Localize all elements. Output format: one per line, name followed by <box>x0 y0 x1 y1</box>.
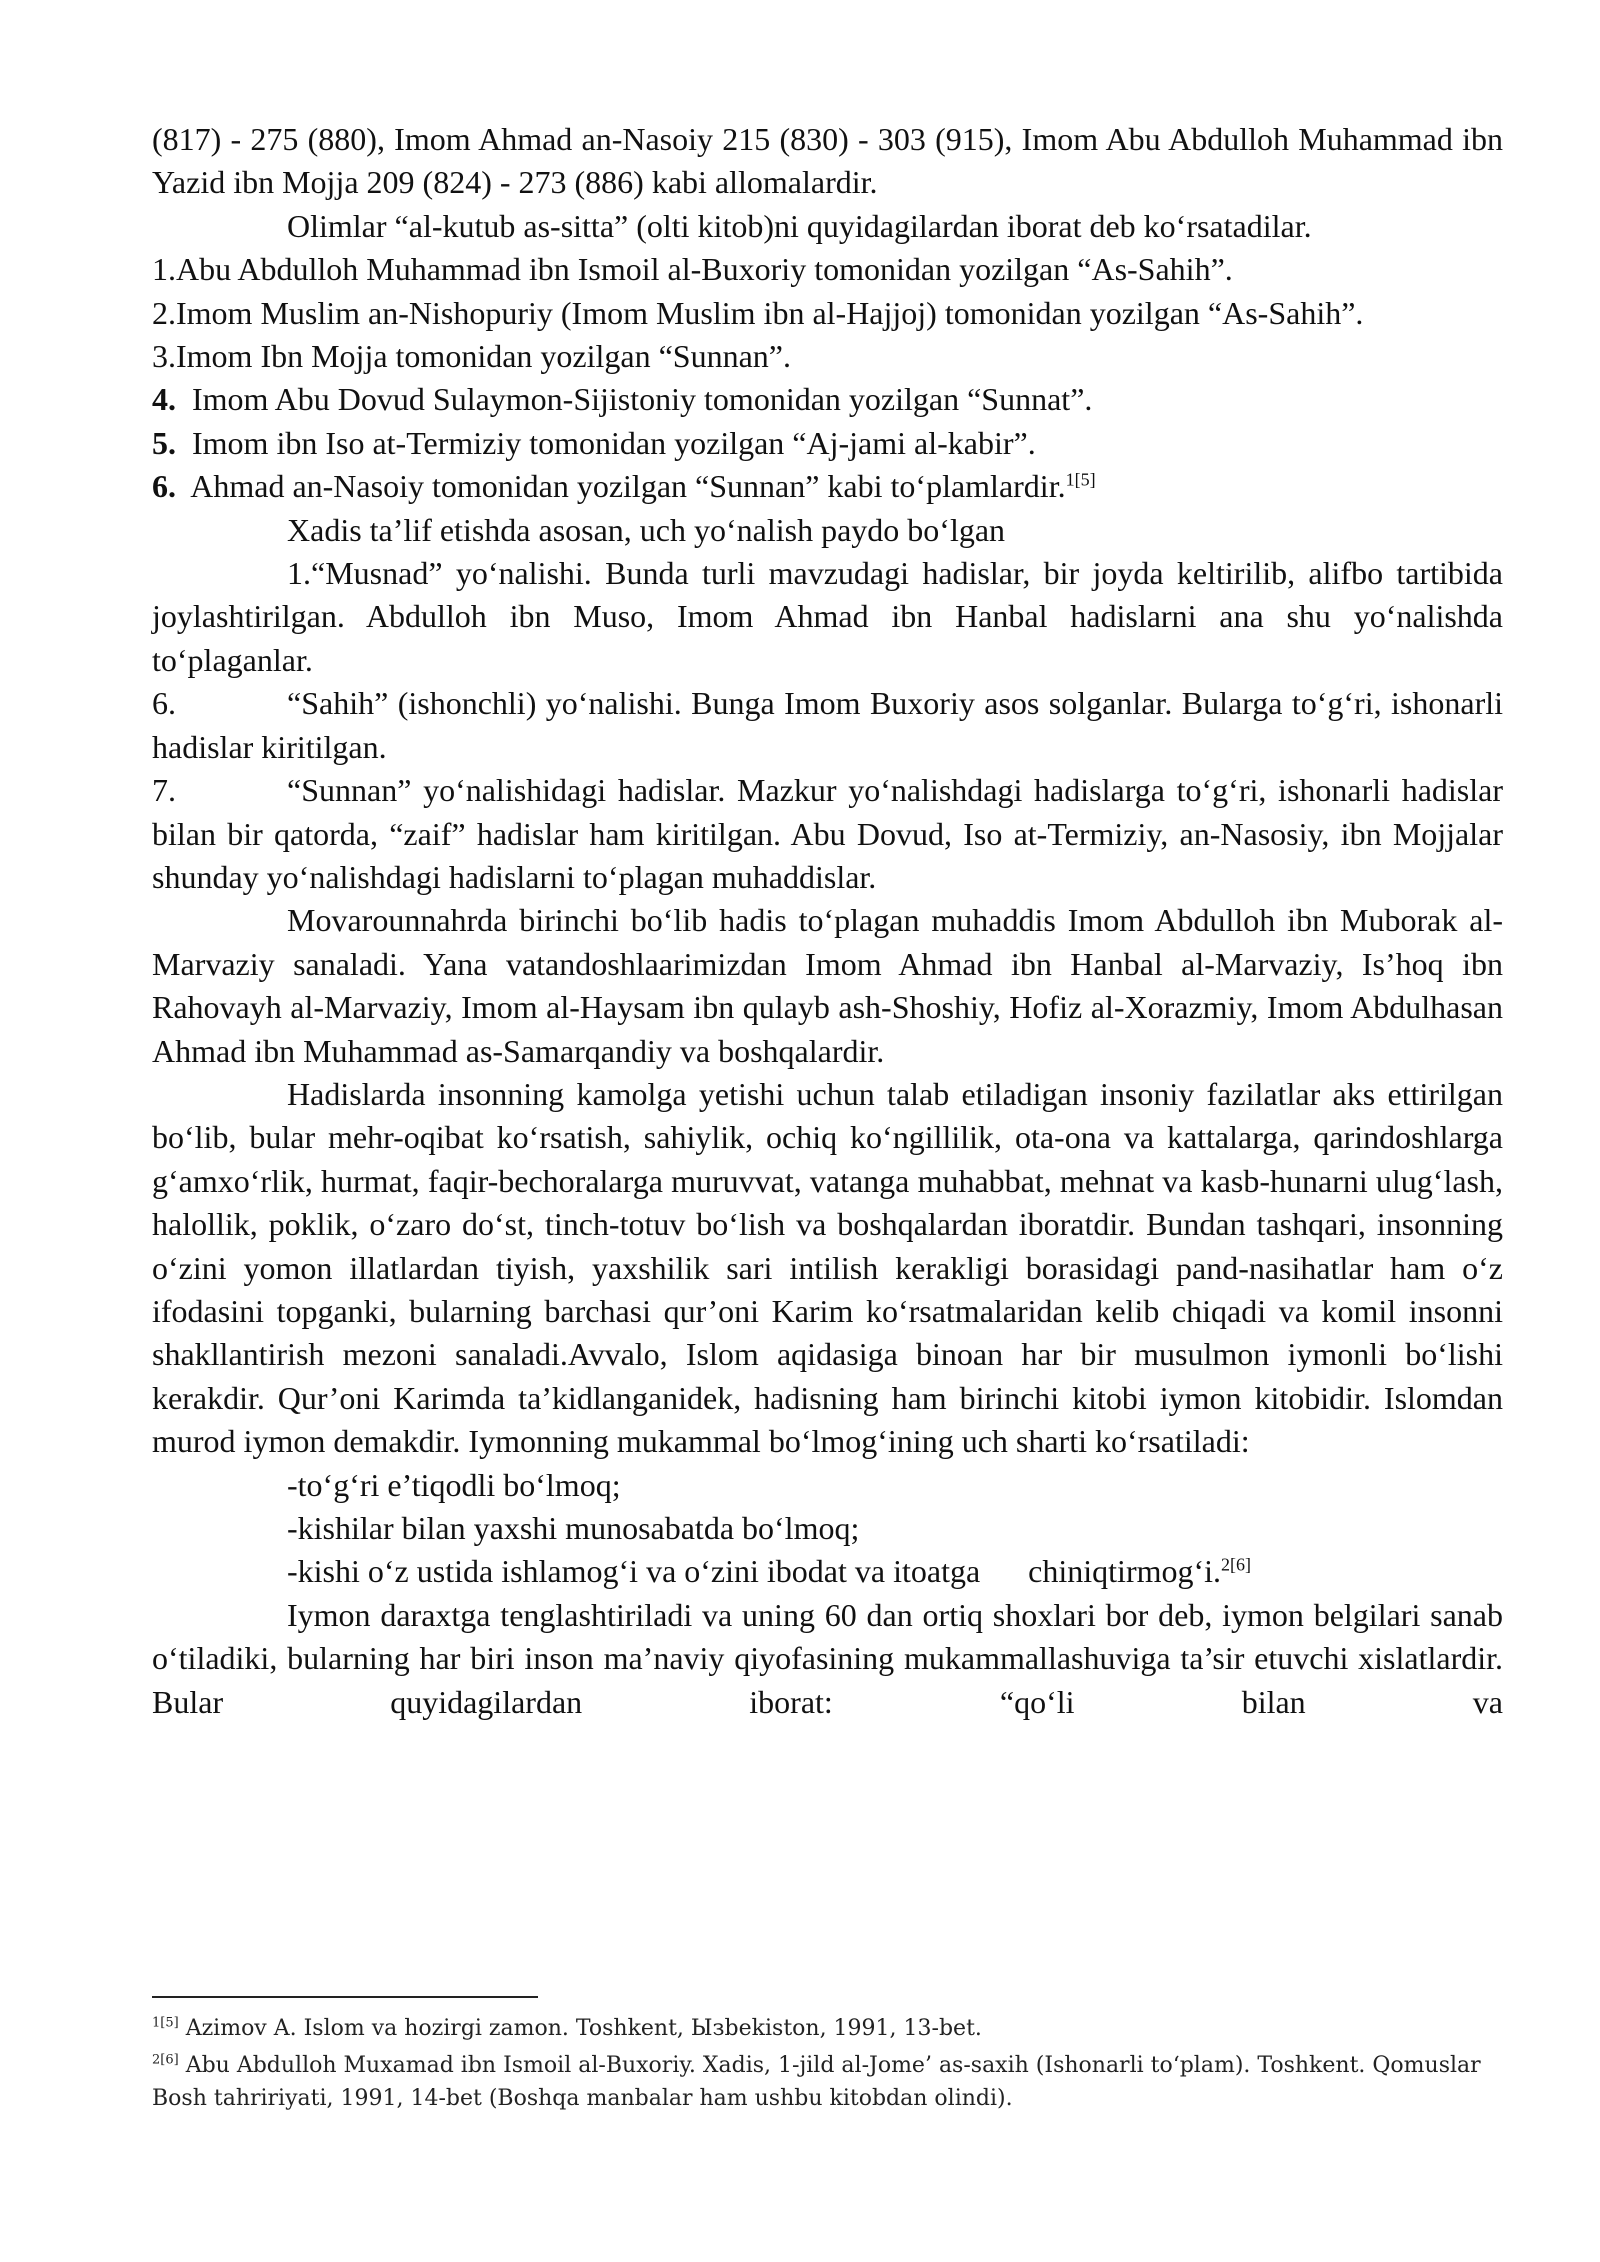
footnote <box>152 2012 1503 2045</box>
main-text <box>152 118 1503 1724</box>
list-number: 3. <box>152 338 176 375</box>
footnote-text: Abu Abdulloh Muxamad ibn Ismoil al-Buxoriy. Xadis, 1-jild al-Jome’ as-saxih (Ishonarli toʻplam). Toshkent. Qomuslar Bosh tahririyati, 1991, 14-bet (Boshqa manbalar ham ushbu kitobdan olindi). <box>152 2053 1481 2111</box>
list-number: 2. <box>152 294 176 331</box>
list-text: Abu Abdulloh Muhammad ibn Ismoil al-Buxoriy tomonidan yozilgan “As-Sahih”. <box>176 251 1233 288</box>
paragraph-directions-intro: Xadis ta’lif etishda asosan, uch yoʻnalish paydo boʻlgan <box>287 511 1006 548</box>
footnote-reference[interactable]: 2[6] <box>1221 1554 1252 1575</box>
list-number: 6. <box>152 468 176 505</box>
list-text: Imom Abu Dovud Sulaymon-Sijistoniy tomonidan yozilgan “Sunnat”. <box>192 381 1093 418</box>
footnote-text: Azimov A. Islom va hozirgi zamon. Toshkent, Ызbekiston, 1991, 13-bet. <box>185 2016 982 2041</box>
list-text: Imom ibn Iso at-Termiziy tomonidan yozilgan “Aj-jami al-kabir”. <box>192 424 1036 461</box>
list-item <box>152 378 1503 421</box>
list-item <box>152 465 1503 508</box>
condition-item <box>152 1550 1503 1593</box>
footnote-mark: 2[6] <box>152 2052 179 2068</box>
paragraph-scholars-dates: (817) - 275 (880), Imom Ahmad an-Nasoiy 215 (830) - 303 (915), Imom Abu Abdulloh Muhammad ibn Yazid ibn Mojja 209 (824) - 273 (886) kabi allomalardir. <box>152 121 1503 201</box>
paragraph-musnad: 1.“Musnad” yoʻnalishi. Bunda turli mavzudagi hadislar, bir joyda keltirilib, alifbo tartibida joylashtirilgan. Abdulloh ibn Muso, Imom Ahmad ibn Hanbal hadislarni ana shu yoʻnalishda toʻplaganlar. <box>152 555 1503 678</box>
list-item <box>152 248 1503 291</box>
list-text: Ahmad an-Nasoiy tomonidan yozilgan “Sunnan” kabi toʻplamlardir. <box>190 468 1066 505</box>
list-text: “Sunnan” yoʻnalishidagi hadislar. Mazkur yoʻnalishdagi hadislarga toʻgʻri, ishonarli hadislar bilan bir qatorda, “zaif” hadislar ham kiritilgan. Abu Dovud, Iso at-Termiziy, an-Nasosiy, ibn Mojjalar shunday yoʻnalishdagi hadislarni toʻplagan muhaddislar. <box>152 772 1503 895</box>
list-number: 1. <box>152 251 176 288</box>
list-number: 7. <box>152 772 176 809</box>
list-item <box>152 292 1503 335</box>
footnote-separator <box>152 1996 538 1998</box>
list-text: Imom Ibn Mojja tomonidan yozilgan “Sunnan”. <box>176 338 791 375</box>
paragraph-sahih <box>152 682 1503 769</box>
footnote-mark: 1[5] <box>152 2015 179 2031</box>
sitta-list <box>152 248 1503 508</box>
condition-text: -kishi oʻz ustida ishlamogʻi va oʻzini ibodat va itoatga <box>287 1553 981 1590</box>
paragraph-kutub-sitta-intro: Olimlar “al-kutub as-sitta” (olti kitob)ni quyidagilardan iborat deb koʻrsatadilar. <box>287 207 1312 244</box>
paragraph-iymon-tree: Iymon daraxtga tenglashtiriladi va uning 60 dan ortiq shoxlari bor deb, iymon belgilari sanab oʻtiladiki, bularning har biri inson ma’naviy qiyofasining mukammallashuviga ta’sir etuvchi xislatlardir. Bular quyidagilardan iborat: “qoʻli bilan va <box>152 1596 1503 1720</box>
paragraph-sunnan <box>152 769 1503 899</box>
footnote <box>152 2049 1503 2115</box>
footnotes <box>152 2012 1503 2119</box>
list-text: Imom Muslim an-Nishopuriy (Imom Muslim ibn al-Hajjoj) tomonidan yozilgan “As-Sahih”. <box>176 294 1364 331</box>
condition-item: -toʻgʻri e’tiqodli boʻlmoq; <box>287 1466 621 1503</box>
list-number: 6. <box>152 685 176 722</box>
list-text: “Sahih” (ishonchli) yoʻnalishi. Bunga Imom Buxoriy asos solganlar. Bularga toʻgʻri, ishonarli hadislar kiritilgan. <box>152 685 1503 765</box>
paragraph-movarounnahr: Movarounnahrda birinchi boʻlib hadis toʻplagan muhaddis Imom Abdulloh ibn Muborak al-Marvaziy sanaladi. Yana vatandoshlaarimizdan Imom Ahmad ibn Hanbal al-Marvaziy, Is’hoq ibn Rahovayh al-Marvaziy, Imom al-Haysam ibn qulayb ash-Shoshiy, Hofiz al-Xorazmiy, Imom Abdulhasan Ahmad ibn Muhammad as-Samarqandiy va boshqalardir. <box>152 902 1503 1069</box>
condition-text-end: chiniqtirmogʻi. <box>1028 1553 1222 1590</box>
list-number: 5. <box>152 424 176 461</box>
list-item <box>152 335 1503 378</box>
condition-item: -kishilar bilan yaxshi munosabatda boʻlmoq; <box>287 1510 860 1546</box>
list-number: 4. <box>152 381 176 418</box>
paragraph-hadis-virtues: Hadislarda insonning kamolga yetishi uchun talab etiladigan insoniy fazilatlar aks ettirilgan boʻlib, bular mehr-oqibat koʻrsatish, sahiylik, ochiq koʻngillilik, ota-ona va kattalarga, qarindoshlarga gʻamxoʻrlik, hurmat, faqir-bechoralarga muruvvat, vatanga muhabbat, mehnat va kasb-hunarni ulugʻlash, halollik, poklik, oʻzaro doʻst, tinch-totuv boʻlish va boshqalardan iboratdir. Bundan tashqari, insonning oʻzini yomon illatlardan tiyish, yaxshilik sari intilish kerakligi borasidagi pand-nasihatlar ham oʻz ifodasini topganki, bularning barchasi qur’oni Karim koʻrsatmalaridan kelib chiqadi va komil insonni shakllantirish mezoni sanaladi.Avvalo, Islom aqidasiga binoan har bir musulmon iymonli boʻlishi kerakdir. Qur’oni Karimda ta’kidlanganidek, hadisning ham birinchi kitobi iymon kitobidir. Islomdan murod iymon demakdir. Iymonning mukammal boʻlmogʻining uch sharti koʻrsatiladi: <box>152 1075 1503 1460</box>
footnote-reference[interactable]: 1[5] <box>1065 469 1096 490</box>
list-item <box>152 422 1503 465</box>
